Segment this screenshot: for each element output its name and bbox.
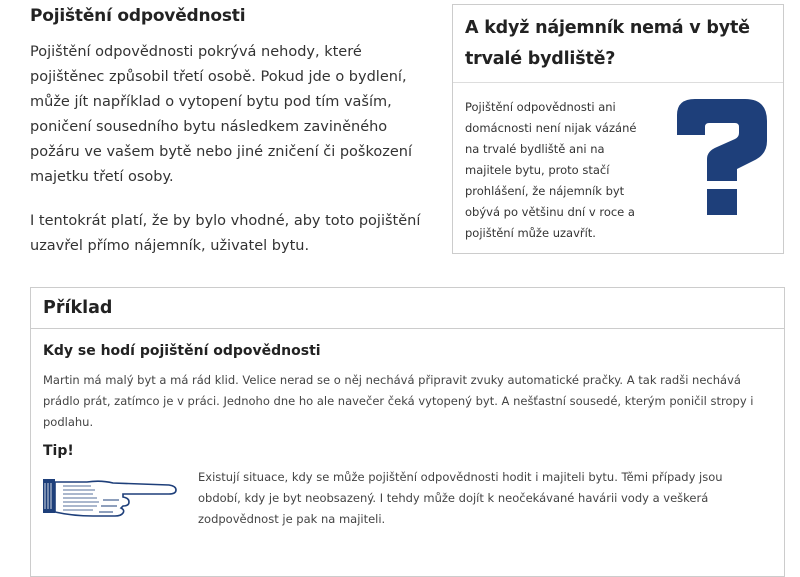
example-subtitle: Kdy se hodí pojištění odpovědnosti (43, 343, 321, 359)
info-box-title: A když nájemník nemá v bytě trvalé bydliště? (465, 18, 750, 69)
tip-text: Existují situace, kdy se může pojištění odpovědnosti hodit i majiteli bytu. Těmi případy jsou období, kdy je byt neobsazený. I tehdy může dojít k neočekávané havárii vody a veškerá zodpovědnost je pak na majiteli. (198, 470, 723, 526)
question-mark-icon (673, 97, 769, 217)
example-header (31, 288, 784, 329)
info-box-header (453, 5, 783, 83)
info-box-text: Pojištění odpovědnosti ani domácnosti není nijak vázáné na trvalé bydliště ani na majitele bytu, proto stačí prohlášení, že nájemník byt obývá po většinu dní v roce a pojištění může uzavřít. (465, 100, 637, 240)
main-article (30, 6, 435, 278)
tip-title: Tip! (43, 443, 74, 459)
info-box-body (453, 83, 783, 258)
example-title: Příklad (43, 298, 113, 318)
tip-row (43, 467, 772, 537)
tenant-residence-info-box (452, 4, 784, 254)
paragraph-tenant-recommendation: I tentokrát platí, že by bylo vhodné, aby toto pojištění uzavřel přímo nájemník, uživatel bytu. (30, 213, 421, 254)
paragraph-liability-description: Pojištění odpovědnosti pokrývá nehody, které pojištěnec způsobil třetí osobě. Pokud jde o bydlení, může jít například o vytopení bytu pod tím vaším, poničení sousedního bytu následkem zaviněného požáru ve vašem bytě nebo jiné zničení či poškození majetku třetí osoby. (30, 44, 412, 185)
example-text: Martin má malý byt a má rád klid. Velice nerad se o něj nechává připravit zvuky automatické pračky. A tak radši nechává prádlo prát, zatímco je v práci. Jednoho dne ho ale navečer čeká vytopený byt. A nešťastní sousedé, kterým poničil stropy i podlahu. (43, 373, 754, 429)
example-box (30, 287, 785, 577)
pointing-hand-icon (43, 473, 177, 521)
example-body (31, 329, 784, 537)
section-title: Pojištění odpovědnosti (30, 6, 246, 26)
